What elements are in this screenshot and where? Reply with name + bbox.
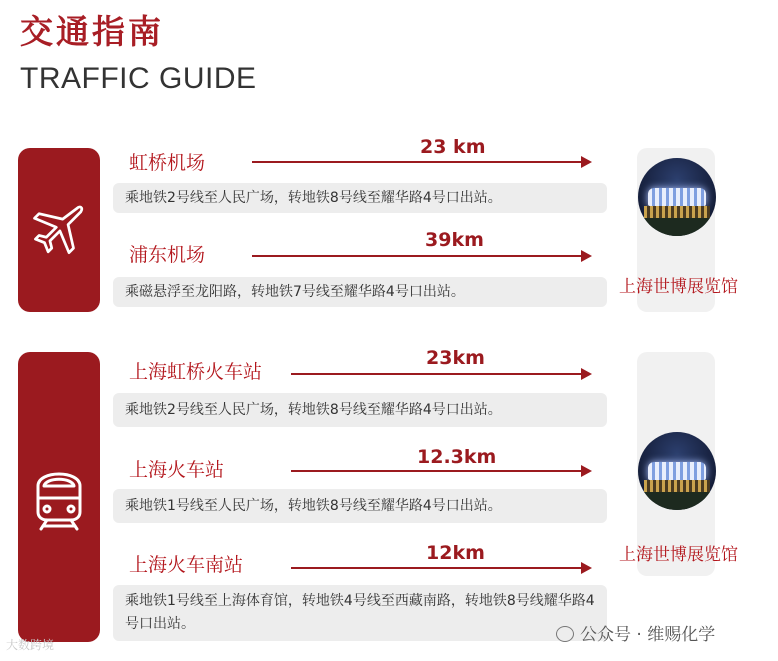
destination-name: 上海世博展览馆 <box>619 277 738 297</box>
route-distance-hongqiao-airport: 23 km <box>420 136 486 158</box>
route-name-shanghai-south-station: 上海火车南站 <box>129 554 244 576</box>
wechat-icon <box>556 626 574 642</box>
watermark-right-text: 公众号 · 维赐化学 <box>580 625 716 645</box>
page-subtitle: TRAFFIC GUIDE <box>20 62 257 95</box>
route-arrow <box>252 161 590 163</box>
route-arrow <box>291 470 590 472</box>
route-arrow <box>291 567 590 569</box>
watermark-left: 大数跨境 <box>6 638 55 652</box>
route-directions-shanghai-station: 乘地铁1号线至人民广场，转地铁8号线至耀华路4号口出站。 <box>113 489 607 523</box>
route-directions-hongqiao-station: 乘地铁2号线至人民广场，转地铁8号线至耀华路4号口出站。 <box>113 393 607 427</box>
route-distance-shanghai-south-station: 12km <box>426 542 485 564</box>
route-name-shanghai-station: 上海火车站 <box>129 459 225 481</box>
route-directions-hongqiao-airport: 乘地铁2号线至人民广场，转地铁8号线至耀华路4号口出站。 <box>113 183 607 213</box>
destination-name: 上海世博展览馆 <box>619 545 738 565</box>
wechat-watermark <box>556 620 715 645</box>
route-directions-pudong-airport: 乘磁悬浮至龙阳路，转地铁7号线至耀华路4号口出站。 <box>113 277 607 307</box>
route-directions-shanghai-south-station: 乘地铁1号线至上海体育馆，转地铁4号线至西藏南路，转地铁8号线耀华路4号口出站。 <box>113 585 607 641</box>
airport-section-icon-box <box>18 148 100 312</box>
destination-card <box>617 148 740 312</box>
train-icon <box>30 462 88 532</box>
route-name-hongqiao-station: 上海虹桥火车站 <box>129 361 263 383</box>
route-distance-hongqiao-station: 23km <box>426 347 485 369</box>
route-name-pudong-airport: 浦东机场 <box>129 244 206 266</box>
exhibition-hall-photo <box>638 158 716 236</box>
train-section-icon-box <box>18 352 100 642</box>
page-title: 交通指南 <box>20 12 164 51</box>
route-distance-pudong-airport: 39km <box>425 229 484 251</box>
route-name-hongqiao-airport: 虹桥机场 <box>129 152 206 174</box>
exhibition-hall-photo <box>638 432 716 510</box>
route-arrow <box>252 255 590 257</box>
airplane-icon <box>30 201 88 259</box>
destination-card <box>617 352 740 576</box>
route-distance-shanghai-station: 12.3km <box>417 446 497 468</box>
route-arrow <box>291 373 590 375</box>
